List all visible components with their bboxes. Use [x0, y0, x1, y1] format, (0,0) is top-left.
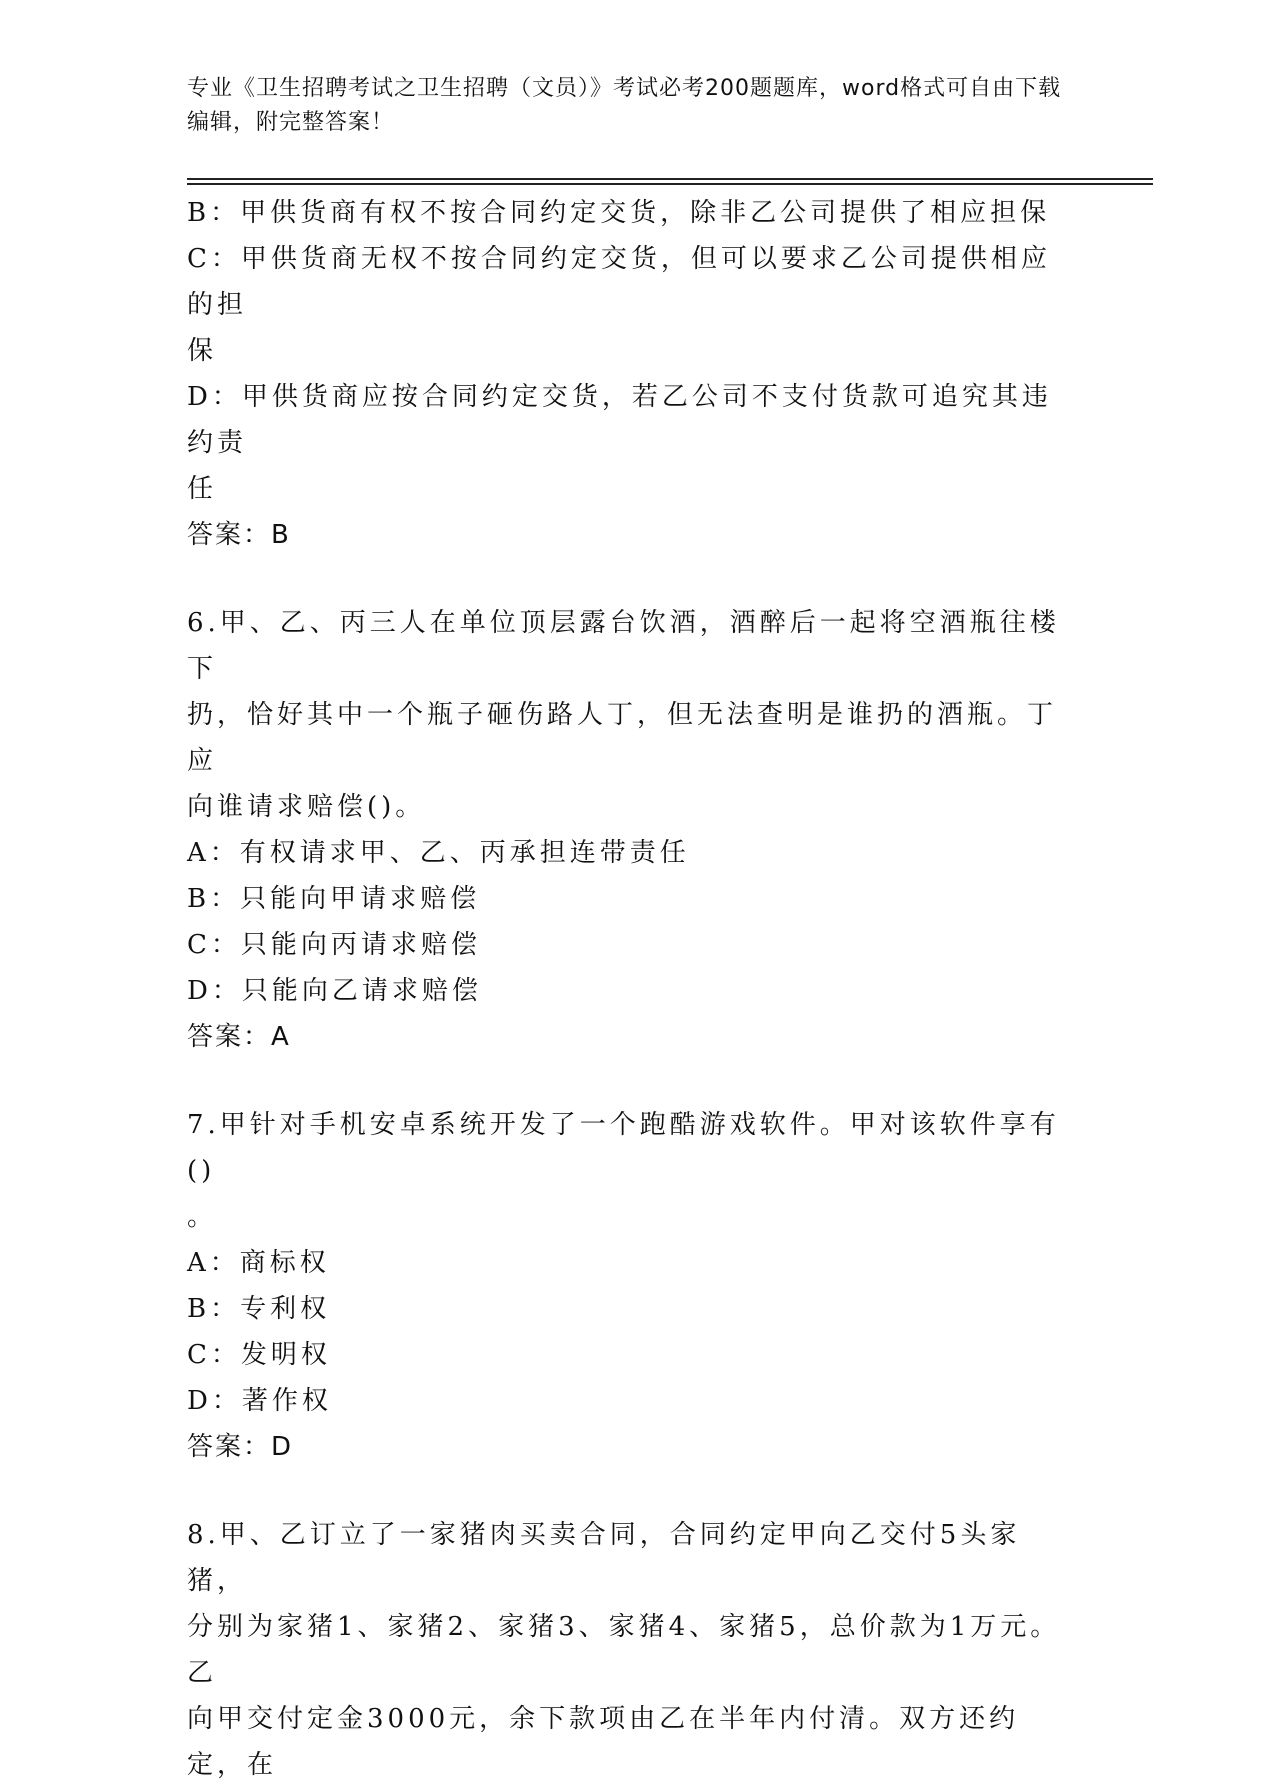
spacer [187, 558, 1067, 600]
q6-question-line2: 扔，恰好其中一个瓶子砸伤路人丁，但无法查明是谁扔的酒瓶。丁应 [187, 700, 1058, 776]
document-body [187, 190, 1067, 1788]
question-5-tail [187, 190, 1067, 558]
q7-option-d: D：著作权 [187, 1386, 332, 1416]
q5-option-b: B：甲供货商有权不按合同约定交货，除非乙公司提供了相应担保 [187, 198, 1051, 228]
q6-answer: 答案：A [187, 1022, 291, 1052]
q6-question-line1: 6.甲、乙、丙三人在单位顶层露台饮酒，酒醉后一起将空酒瓶往楼下 [187, 608, 1060, 684]
q8-question-line1: 8.甲、乙订立了一家猪肉买卖合同，合同约定甲向乙交付5头家猪， [187, 1520, 1021, 1596]
q5-option-c-line2: 保 [187, 336, 218, 366]
q7-question-line2: 。 [187, 1202, 218, 1232]
q6-option-d: D：只能向乙请求赔偿 [187, 976, 482, 1006]
q6-option-b: B：只能向甲请求赔偿 [187, 884, 481, 914]
header-rule-bottom [187, 183, 1153, 185]
q8-question-line3: 向甲交付定金3000元，余下款项由乙在半年内付清。双方还约定，在 [187, 1704, 1020, 1780]
q6-option-a: A：有权请求甲、乙、丙承担连带责任 [187, 838, 690, 868]
q5-option-d-line1: D：甲供货商应按合同约定交货，若乙公司不支付货款可追究其违约责 [187, 382, 1052, 458]
q5-answer: 答案：B [187, 520, 291, 550]
document-header: 专业《卫生招聘考试之卫生招聘（文员）》考试必考200题题库，word格式可自由下载编辑，附完整答案！ [187, 76, 1062, 135]
q7-answer: 答案：D [187, 1432, 294, 1462]
q7-question-line1: 7.甲针对手机安卓系统开发了一个跑酷游戏软件。甲对该软件享有() [187, 1110, 1060, 1186]
spacer [187, 1060, 1067, 1102]
question-6 [187, 600, 1067, 1060]
question-8 [187, 1512, 1067, 1788]
q7-option-b: B：专利权 [187, 1294, 331, 1324]
q6-question-line3: 向谁请求赔偿()。 [187, 792, 426, 822]
q5-option-d-line2: 任 [187, 474, 218, 504]
q7-option-c: C：发明权 [187, 1340, 331, 1370]
question-7 [187, 1102, 1067, 1470]
q8-question-line2: 分别为家猪1、家猪2、家猪3、家猪4、家猪5，总价款为1万元。乙 [187, 1612, 1061, 1688]
q6-option-c: C：只能向丙请求赔偿 [187, 930, 481, 960]
spacer [187, 1470, 1067, 1512]
q7-option-a: A：商标权 [187, 1248, 330, 1278]
header-rule-top [187, 178, 1153, 180]
q5-option-c-line1: C：甲供货商无权不按合同约定交货，但可以要求乙公司提供相应的担 [187, 244, 1051, 320]
